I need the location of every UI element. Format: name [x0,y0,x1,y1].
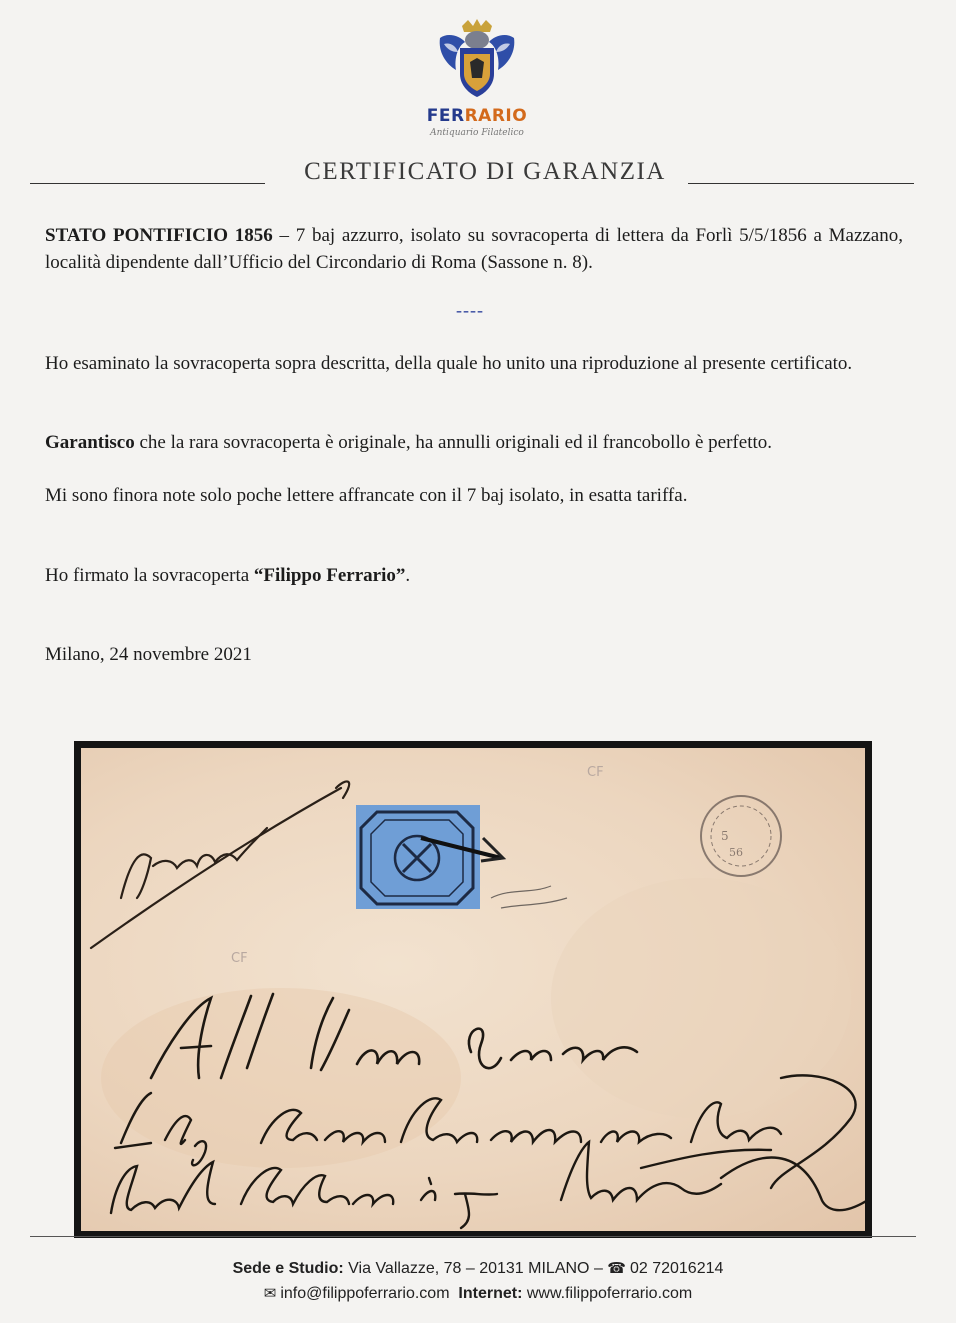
coat-of-arms-icon [418,18,536,98]
internet-label: Internet: [458,1285,523,1302]
cover-drawing [81,748,865,1231]
brand-name-part2: RARIO [464,106,528,126]
pencil-mark-cf-top: CF [587,765,604,780]
website-link[interactable]: www.filippoferrario.com [522,1285,693,1302]
stamp-7-baj-icon [356,805,503,909]
title-row [30,158,914,194]
svg-text:56: 56 [729,846,743,859]
separator: ---- [456,300,484,320]
cover-paper [81,748,865,1231]
mail-icon: ✉ [263,1285,277,1302]
signature-prefix: Ho firmato la sovracoperta [45,565,254,586]
signature-statement [45,562,903,589]
note-statement: Mi sono finora note solo poche lettere affrancate con il 7 baj isolato, in esatta tariffa. [45,485,688,506]
guarantee-text: che la rara sovracoperta è originale, ha annulli originali ed il francobollo è perfetto. [134,432,772,453]
item-description-text: – 7 baj azzurro, isolato su sovracoperta di lettera da Forlì 5/5/1856 a Mazzano, località dipendente dall’Ufficio del Circondario di Roma (Sassone n. 8). [45,225,903,273]
certificate-title: CERTIFICATO DI GARANZIA [304,158,666,185]
office-label: Sede e Studio: [232,1260,344,1277]
signature-name: “Filippo Ferrario” [253,565,406,586]
email-link[interactable]: info@filippoferrario.com [280,1285,450,1302]
place-date: Milano, 24 novembre 2021 [45,644,252,665]
phone-number: 02 72016214 [629,1260,724,1277]
phone-icon: ☎ [607,1260,626,1277]
handwriting-franco [91,781,349,948]
exam-statement: Ho esaminato la sovracoperta sopra descritta, della quale ho unito una riproduzione al presente certificato. [45,353,853,374]
cover-photo [74,741,872,1238]
pencil-signature [491,886,567,908]
brand-subtitle: Antiquario Filatelico [430,128,524,138]
footer-rule [30,1236,916,1237]
title-rule-right [688,183,914,184]
brand-name-part1: FER [426,106,465,126]
item-description-lead: STATO PONTIFICIO 1856 [45,225,273,246]
item-description [45,222,903,276]
postmark-circle [701,796,781,876]
footer-address [0,1259,956,1278]
brand-name [418,106,536,126]
office-address: Via Vallazze, 78 – 20131 MILANO – [343,1260,608,1277]
guarantee-lead: Garantisco [45,432,135,453]
guarantee-statement [45,429,903,456]
svg-text:5: 5 [721,829,729,843]
signature-suffix: . [405,565,411,586]
title-rule-left [30,183,265,184]
footer-contacts [0,1284,956,1303]
pencil-mark-cf: CF [231,951,248,966]
